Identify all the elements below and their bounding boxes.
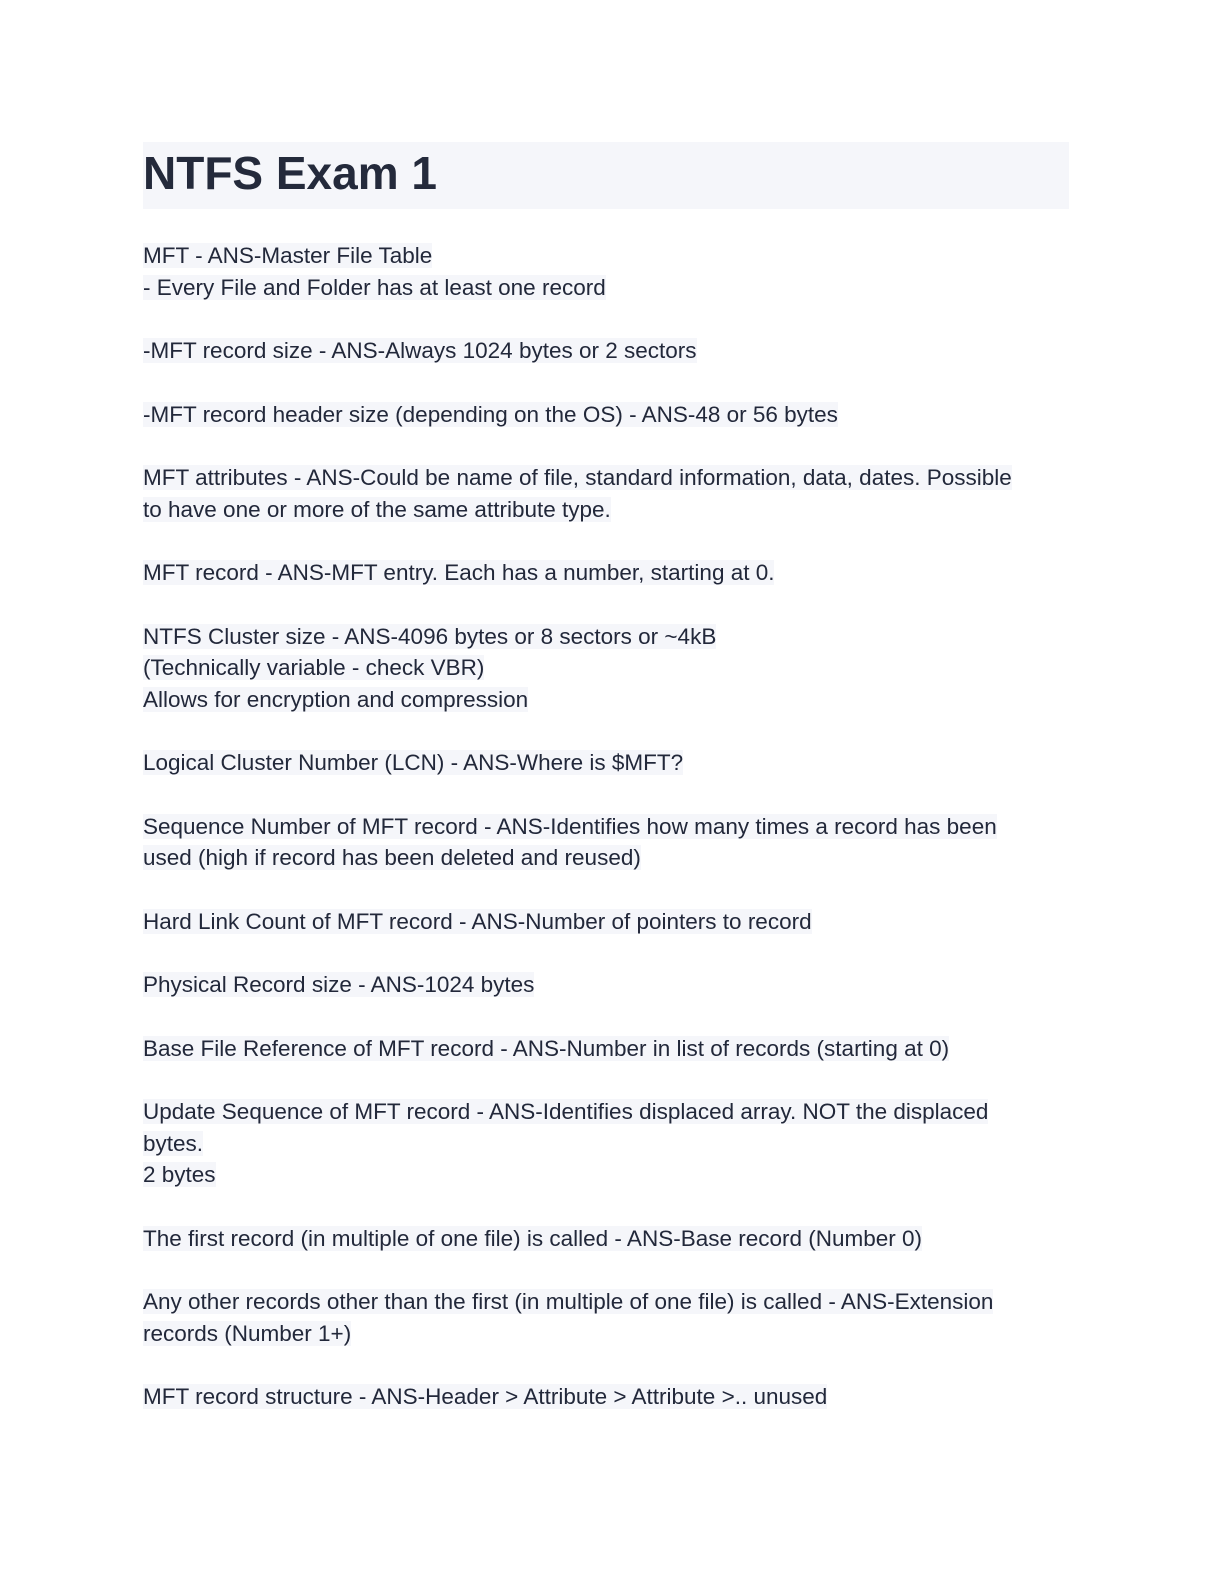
entry-line xyxy=(143,1096,1069,1128)
flashcard-entry xyxy=(143,1381,1069,1413)
flashcard-entry xyxy=(143,1223,1069,1255)
entry-line xyxy=(143,1318,1069,1350)
entry-line-text: records (Number 1+) xyxy=(143,1320,352,1346)
flashcard-entry xyxy=(143,399,1069,431)
entry-line xyxy=(143,906,1069,938)
entry-line-text: MFT record structure - ANS-Header > Attribute > Attribute >.. unused xyxy=(143,1384,828,1409)
flashcard-entry xyxy=(143,906,1069,938)
flashcard-entry xyxy=(143,811,1069,874)
entry-line xyxy=(143,272,1069,304)
entry-line-text: Any other records other than the first (in multiple of one file) is called - ANS-Extension xyxy=(143,1289,994,1314)
entry-line-text: Logical Cluster Number (LCN) - ANS-Where is $MFT? xyxy=(143,750,684,775)
entry-line xyxy=(143,557,1069,589)
entry-line xyxy=(143,652,1069,684)
entry-line-text: to have one or more of the same attribute type. xyxy=(143,496,611,522)
entry-line-text: MFT record - ANS-MFT entry. Each has a number, starting at 0. xyxy=(143,560,775,585)
document-page xyxy=(143,142,1069,1445)
flashcard-entry xyxy=(143,747,1069,779)
entry-line-text: -MFT record size - ANS-Always 1024 bytes or 2 sectors xyxy=(143,338,697,363)
entry-line xyxy=(143,335,1069,367)
entry-line-text: (Technically variable - check VBR) xyxy=(143,655,485,680)
entry-line xyxy=(143,969,1069,1001)
entry-line xyxy=(143,747,1069,779)
entry-line-text: Base File Reference of MFT record - ANS-Number in list of records (starting at 0) xyxy=(143,1035,950,1061)
flashcard-entry xyxy=(143,1033,1069,1065)
entry-line-text: - Every File and Folder has at least one record xyxy=(143,274,606,300)
entry-line xyxy=(143,621,1069,653)
entry-line xyxy=(143,684,1069,716)
entry-line-text: Physical Record size - ANS-1024 bytes xyxy=(143,972,535,997)
flashcard-entry xyxy=(143,1286,1069,1349)
entry-line-text: Allows for encryption and compression xyxy=(143,686,529,712)
entry-line xyxy=(143,842,1069,874)
entry-line-text: The first record (in multiple of one file) is called - ANS-Base record (Number 0) xyxy=(143,1225,923,1251)
flashcard-entry xyxy=(143,240,1069,303)
entry-line-text: MFT - ANS-Master File Table xyxy=(143,243,433,268)
flashcard-entry xyxy=(143,335,1069,367)
entry-line-text: Sequence Number of MFT record - ANS-Identifies how many times a record has been xyxy=(143,813,997,839)
flashcard-entry xyxy=(143,462,1069,525)
page-title: NTFS Exam 1 xyxy=(143,147,437,199)
flashcard-entry xyxy=(143,969,1069,1001)
flashcard-list xyxy=(143,240,1069,1413)
entry-line-text: used (high if record has been deleted and reused) xyxy=(143,845,641,870)
entry-line xyxy=(143,1223,1069,1255)
entry-line xyxy=(143,1033,1069,1065)
entry-line xyxy=(143,1159,1069,1191)
entry-line xyxy=(143,1128,1069,1160)
entry-line xyxy=(143,462,1069,494)
flashcard-entry xyxy=(143,557,1069,589)
entry-line xyxy=(143,1286,1069,1318)
entry-line xyxy=(143,811,1069,843)
entry-line-text: Update Sequence of MFT record - ANS-Identifies displaced array. NOT the displaced xyxy=(143,1099,989,1124)
entry-line xyxy=(143,494,1069,526)
entry-line-text: MFT attributes - ANS-Could be name of file, standard information, data, dates. Possible xyxy=(143,465,1012,490)
entry-line-text: NTFS Cluster size - ANS-4096 bytes or 8 sectors or ~4kB xyxy=(143,623,717,649)
entry-line xyxy=(143,1381,1069,1413)
title-block xyxy=(143,142,1069,209)
entry-line-text: bytes. xyxy=(143,1130,204,1156)
entry-line-text: -MFT record header size (depending on the OS) - ANS-48 or 56 bytes xyxy=(143,401,838,427)
flashcard-entry xyxy=(143,621,1069,716)
entry-line xyxy=(143,399,1069,431)
entry-line xyxy=(143,240,1069,272)
entry-line-text: Hard Link Count of MFT record - ANS-Number of pointers to record xyxy=(143,908,812,934)
entry-line-text: 2 bytes xyxy=(143,1162,216,1187)
flashcard-entry xyxy=(143,1096,1069,1191)
